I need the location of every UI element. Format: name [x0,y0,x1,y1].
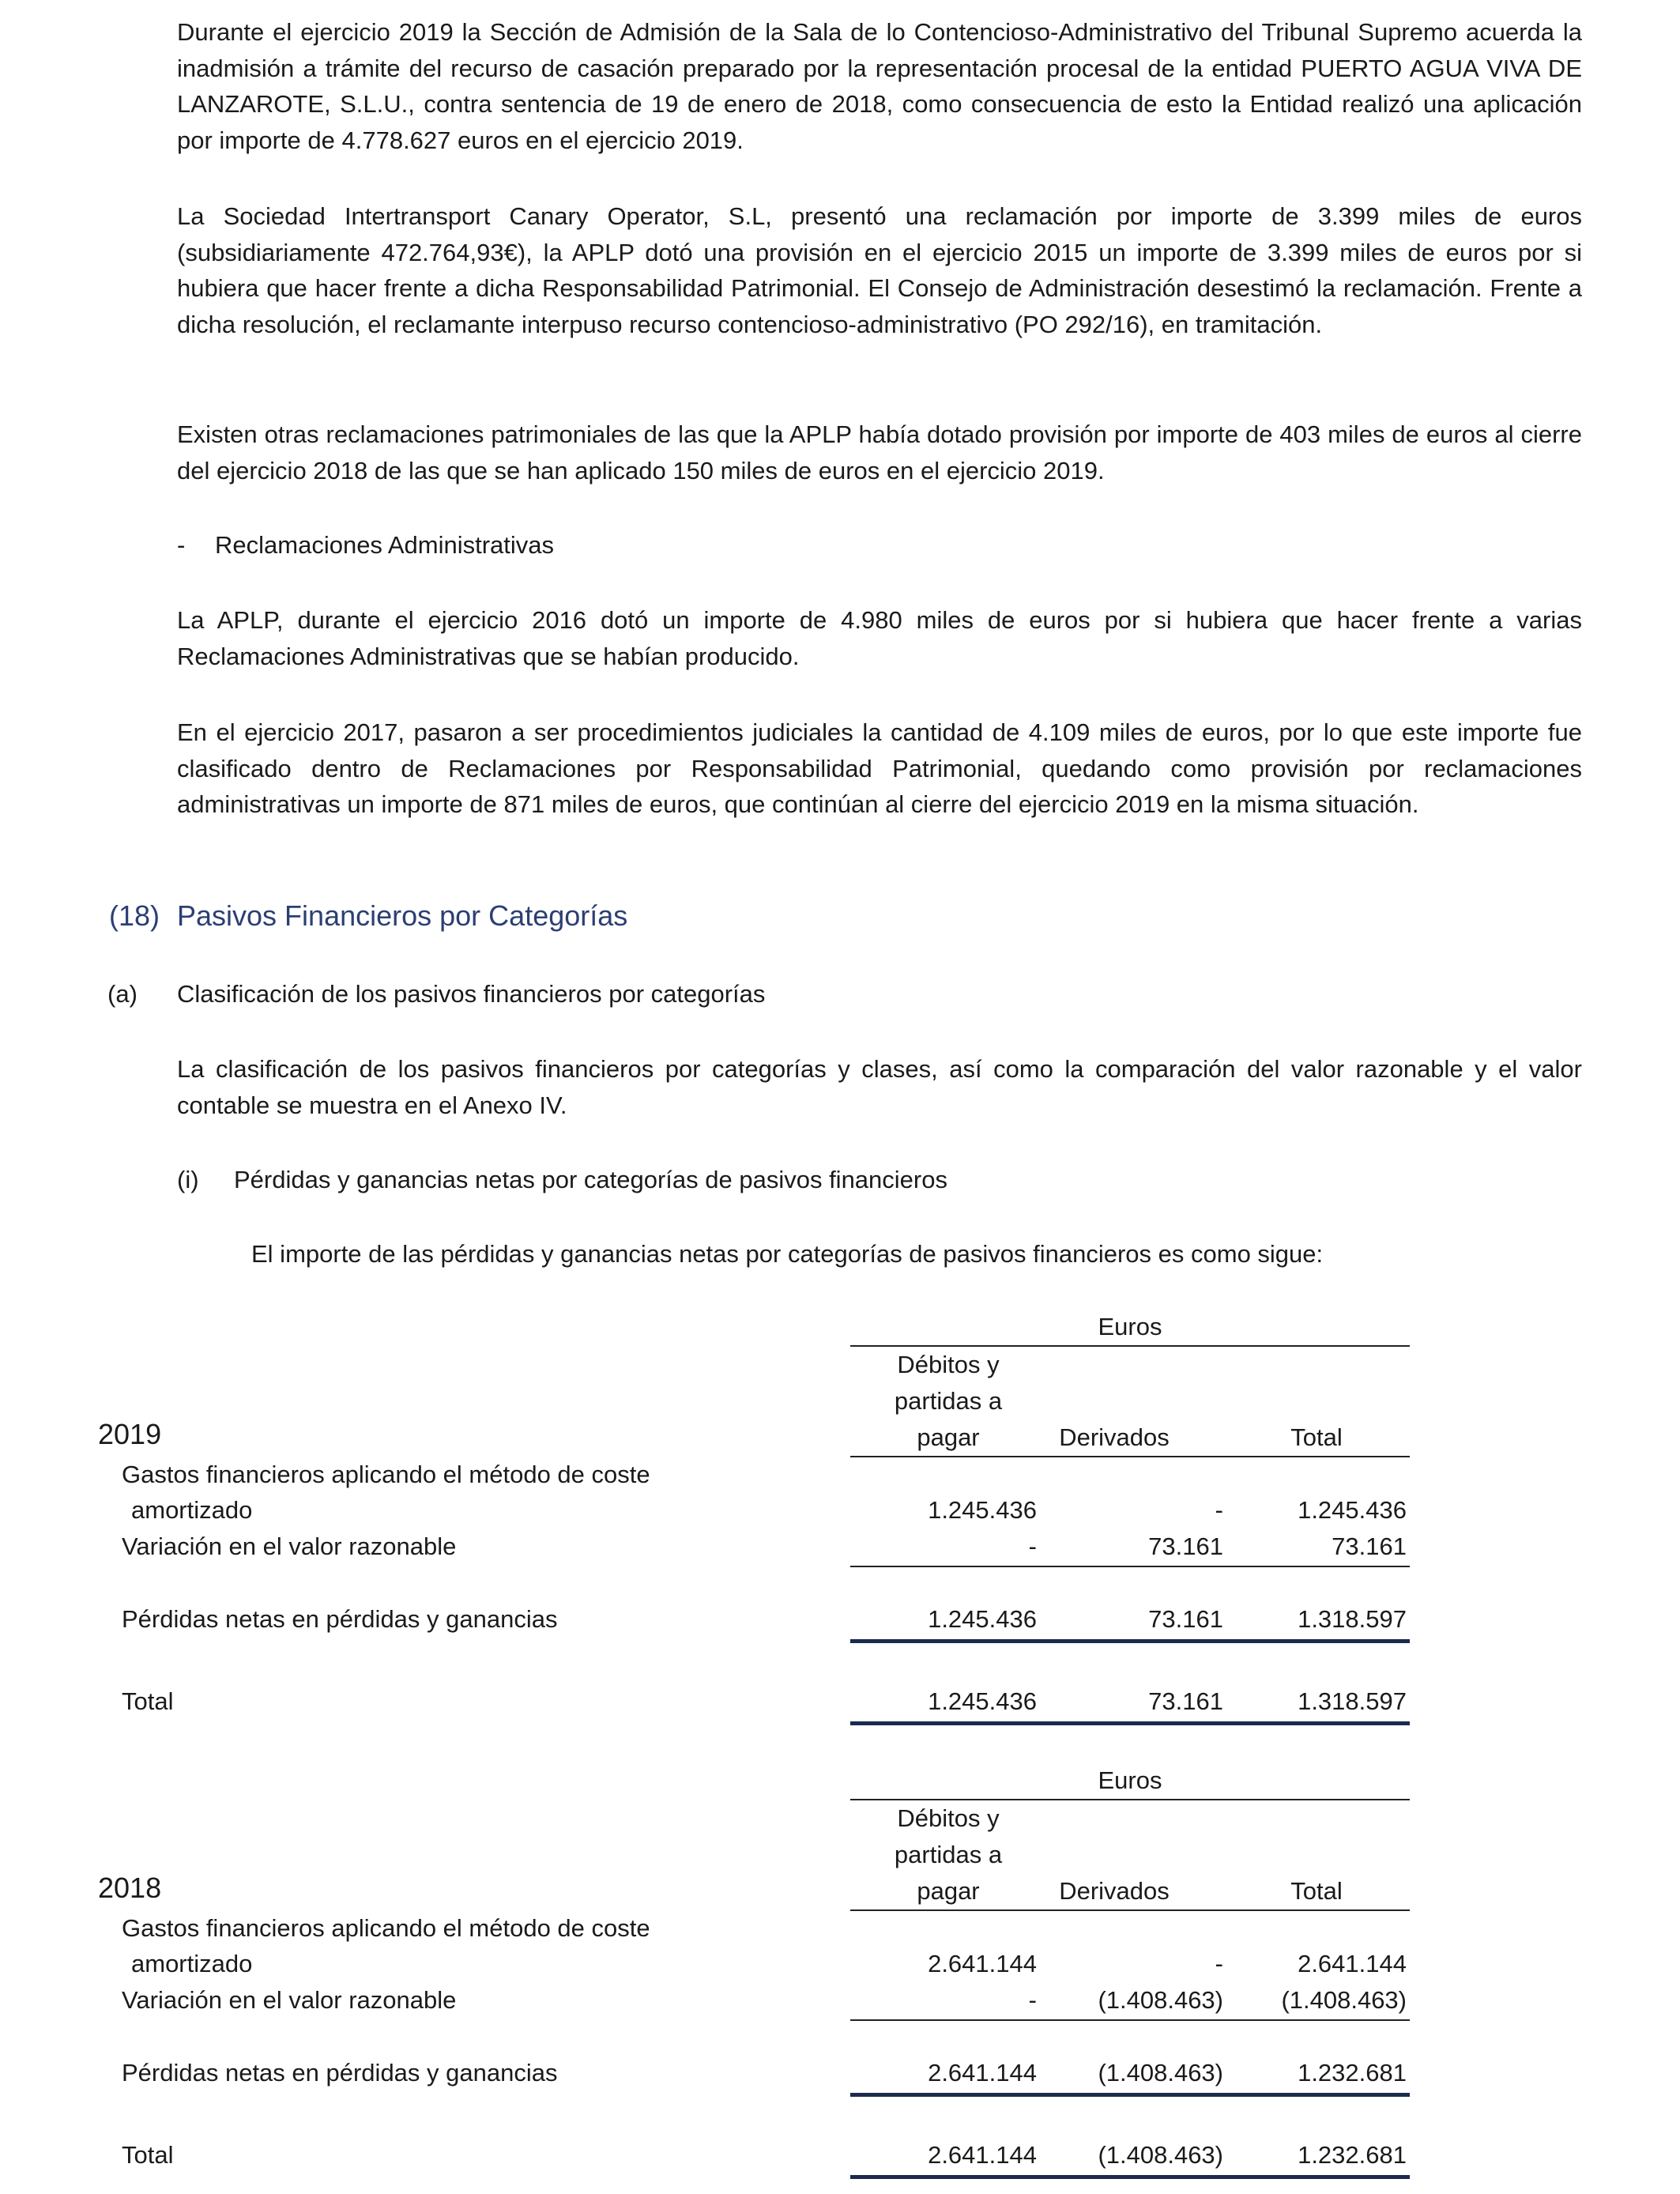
cell: - [1215,1496,1223,1524]
cell: 1.245.436 [928,1605,1037,1633]
rule-thick [850,1639,1410,1643]
col-header-debitos-1: Débitos y [897,1804,1000,1832]
col-header-debitos-2: partidas a [894,1387,1003,1415]
row-label-perdidas-netas: Pérdidas netas en pérdidas y ganancias [122,2059,558,2087]
col-header-debitos-2: partidas a [894,1841,1003,1868]
cell: 1.245.436 [928,1496,1037,1524]
rule [850,1566,1410,1567]
section-title: Pasivos Financieros por Categorías [177,899,628,932]
cell: 1.232.681 [1298,2059,1407,2087]
table-year: 2019 [98,1418,162,1450]
row-label-gastos-2: amortizado [131,1950,253,1977]
rule-thick [850,1721,1410,1725]
cell: 2.641.144 [928,2141,1037,2169]
paragraph-casacion: Durante el ejercicio 2019 la Sección de Admisión de la Sala de lo Contencioso-Administrativo del Tribunal Supremo acuerda la inadmisión a trámite del recurso de casación preparado por la representación procesal de la entidad PUERTO AGUA VIVA DE LANZAROTE, S.L.U., contra sentencia de 19 de enero de 2018, como consecuencia de esto la Entidad realizó una aplicación por importe de 4.778.627 euros en el ejercicio 2019. [177,18,1582,154]
rule [850,1456,1410,1457]
row-label-gastos-2: amortizado [131,1496,253,1524]
row-label-perdidas-netas: Pérdidas netas en pérdidas y ganancias [122,1605,558,1633]
cell: 73.161 [1148,1605,1223,1633]
cell: (1.408.463) [1098,2141,1223,2169]
bullet-dash: - [177,531,186,559]
cell: 1.318.597 [1298,1605,1407,1633]
cell: (1.408.463) [1098,2059,1223,2087]
cell: 1.245.436 [928,1687,1037,1715]
col-header-total: Total [1290,1877,1343,1905]
col-header-derivados: Derivados [1059,1877,1170,1905]
paragraph-clasificacion: La clasificación de los pasivos financieros por categorías y clases, así como la comparación del valor razonable y el valor contable se muestra en el Anexo IV. [177,1055,1582,1119]
cell: (1.408.463) [1281,1986,1407,2014]
col-header-total: Total [1290,1423,1343,1451]
rule [850,1909,1410,1911]
cell: - [1028,1532,1037,1560]
cell: 73.161 [1148,1532,1223,1560]
row-label-gastos-1: Gastos financieros aplicando el método de coste [122,1914,650,1942]
rule [850,1345,1410,1347]
table-currency: Euros [1098,1313,1162,1340]
table-intro: El importe de las pérdidas y ganancias netas por categorías de pasivos financieros es como sigue: [251,1240,1324,1268]
col-header-debitos-3: pagar [917,1423,980,1451]
subsection-i-label: (i) [177,1166,199,1193]
cell: 73.161 [1332,1532,1407,1560]
subsection-i-title: Pérdidas y ganancias netas por categorías de pasivos financieros [234,1166,947,1193]
paragraph-intertransport: La Sociedad Intertransport Canary Operator, S.L, presentó una reclamación por importe de 3.399 miles de euros (subsidiariamente 472.764,93€), la APLP dotó una provisión en el ejercicio 2015 un importe de 3.399 miles de euros por si hubiera que hacer frente a dicha Responsabilidad Patrimonial. El Consejo de Administración desestimó la reclamación. Frente a dicha resolución, el reclamante interpuso recurso contencioso-administrativo (PO 292/16), en tramitación. [177,202,1582,338]
cell: - [1028,1986,1037,2014]
row-label-variacion: Variación en el valor razonable [122,1986,457,2014]
col-header-debitos-1: Débitos y [897,1351,1000,1378]
cell: 2.641.144 [1298,1950,1407,1977]
rule [850,1799,1410,1800]
table-year: 2018 [98,1872,162,1904]
rule-thick [850,2175,1410,2179]
cell: 1.245.436 [1298,1496,1407,1524]
table-currency: Euros [1098,1766,1162,1794]
paragraph-aplp-2016: La APLP, durante el ejercicio 2016 dotó un importe de 4.980 miles de euros por si hubiera que hacer frente a varias Reclamaciones Administrativas que se habían producido. [177,606,1582,670]
row-label-total: Total [122,1687,174,1715]
bullet-reclamaciones-administrativas: Reclamaciones Administrativas [215,531,555,559]
row-label-variacion: Variación en el valor razonable [122,1532,457,1560]
cell: 73.161 [1148,1687,1223,1715]
row-label-gastos-1: Gastos financieros aplicando el método de coste [122,1461,650,1488]
cell: 1.232.681 [1298,2141,1407,2169]
col-header-debitos-3: pagar [917,1877,980,1905]
row-label-total: Total [122,2141,174,2169]
col-header-derivados: Derivados [1059,1423,1170,1451]
cell: - [1215,1950,1223,1977]
subsection-a-title: Clasificación de los pasivos financieros por categorías [177,980,766,1008]
paragraph-otras-reclamaciones: Existen otras reclamaciones patrimoniales de las que la APLP había dotado provisión por importe de 403 miles de euros al cierre del ejercicio 2018 de las que se han aplicado 150 miles de euros en el ejercicio 2019. [177,420,1582,484]
rule [850,2019,1410,2021]
section-number: (18) [109,899,160,932]
cell: 2.641.144 [928,1950,1037,1977]
cell: 1.318.597 [1298,1687,1407,1715]
rule-thick [850,2093,1410,2097]
cell: (1.408.463) [1098,1986,1223,2014]
cell: 2.641.144 [928,2059,1037,2087]
paragraph-ejercicio-2017: En el ejercicio 2017, pasaron a ser procedimientos judiciales la cantidad de 4.109 miles de euros, por lo que este importe fue clasificado dentro de Reclamaciones por Responsabilidad Patrimonial, quedando como provisión por reclamaciones administrativas un importe de 871 miles de euros, que continúan al cierre del ejercicio 2019 en la misma situación. [177,718,1582,818]
subsection-a-label: (a) [107,980,137,1008]
